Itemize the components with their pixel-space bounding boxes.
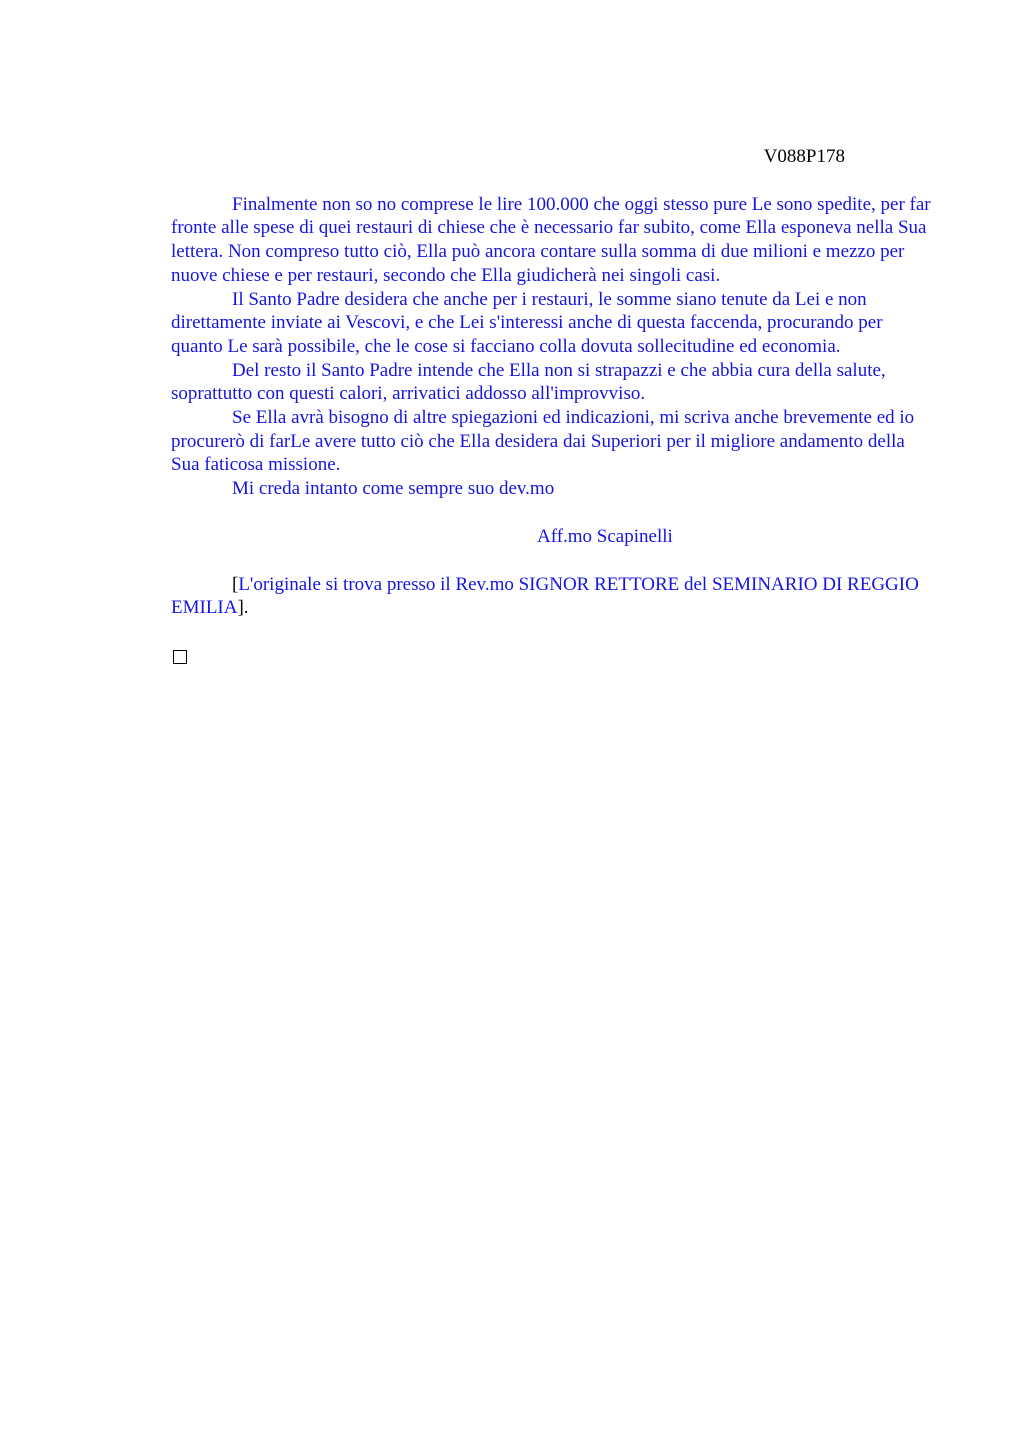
archive-note	[171, 573, 931, 620]
spacer	[171, 620, 931, 644]
end-marker	[171, 644, 931, 671]
empty-square-icon	[173, 650, 187, 664]
paragraph-4: Se Ella avrà bisogno di altre spiegazioni ed indicazioni, mi scriva anche brevemente ed io procurerò di farLe avere tutto ciò che Ella desidera dai Superiori per il migliore andamento della Sua faticosa missione.	[171, 407, 915, 476]
spacer	[171, 549, 931, 573]
note-close-bracket: ].	[237, 597, 249, 619]
note-text: L'originale si trova presso il Rev.mo SIGNOR RETTORE del SEMINARIO DI REGGIO EMILIA	[171, 573, 919, 619]
paragraph-1: Finalmente non so no comprese le lire 100.000 che oggi stesso pure Le sono spedite, per far fronte alle spese di quei restauri di chiese che è necessario far subito, come Ella esponeva nella Sua lettera. Non compreso tutto ciò, Ella può ancora contare sulla somma di due milioni e mezzo per nuove chiese e per restauri, secondo che Ella giudicherà nei singoli casi.	[171, 193, 931, 286]
paragraph-5: Mi creda intanto come sempre suo dev.mo	[232, 478, 555, 500]
paragraph-3: Del resto il Santo Padre intende che Ella non si strapazzi e che abbia cura della salute, soprattutto con questi calori, arrivatici addosso all'improvviso.	[171, 359, 886, 405]
signature: Aff.mo Scapinelli	[537, 525, 673, 547]
spacer	[171, 501, 931, 525]
page-code: V088P178	[763, 146, 845, 167]
note-open-bracket: [	[232, 573, 239, 595]
document-page	[171, 145, 931, 671]
paragraph-2: Il Santo Padre desidera che anche per i restauri, le somme siano tenute da Lei e non direttamente inviate ai Vescovi, e che Lei s'interessi anche di questa faccenda, procurando per quanto Le sarà possibile, che le cose si facciano colla dovuta sollecitudine ed economia.	[171, 288, 883, 357]
